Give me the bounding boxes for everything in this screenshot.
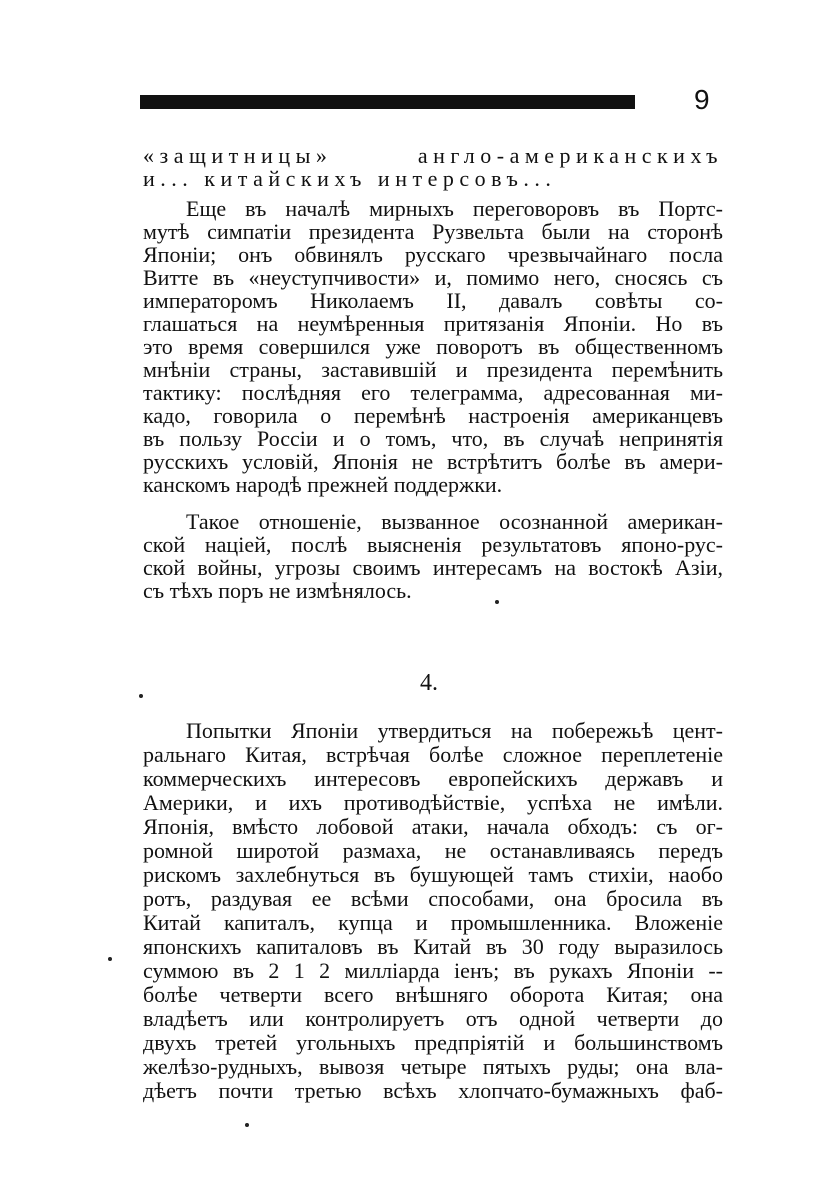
- text-line: желѣзо-рудныхъ, вывозя четыре пятыхъ руды; она вла-: [143, 1054, 723, 1079]
- text-line: ромной широтой размаха, не останавливаясь передъ: [143, 838, 723, 863]
- text-line: Китай капиталъ, купца и промышленника. Вложеніе: [143, 910, 723, 935]
- text-line: Попытки Японіи утвердиться на побережьѣ цент-: [186, 718, 723, 743]
- text-line: въ пользу Россіи и о томъ, что, въ случаѣ непринятія: [143, 426, 723, 451]
- text-line: болѣе четверти всего внѣшняго оборота Китая; она: [143, 982, 723, 1007]
- text-line: тактику: послѣдняя его телеграмма, адресованная ми-: [143, 380, 723, 405]
- text-line: Витте въ «неуступчивости» и, помимо него, сносясь съ: [143, 265, 723, 290]
- text-line: Японія, вмѣсто лобовой атаки, начала обходъ: съ ог-: [143, 814, 723, 839]
- scan-speck: [108, 957, 112, 961]
- scan-speck: [495, 600, 499, 604]
- text-line: и... китайскихъ интерсовъ...: [143, 166, 557, 191]
- text-line: суммою въ 2 1 2 милліарда іенъ; въ рукахъ Японіи --: [143, 958, 723, 983]
- text-line: ской войны, угрозы своимъ интересамъ на востокѣ Азіи,: [143, 555, 723, 580]
- text-line: глашаться на неумѣренныя притязанія Японіи. Но въ: [143, 311, 723, 336]
- text-line: Америки, и ихъ противодѣйствіе, успѣха не имѣли.: [143, 790, 723, 815]
- scan-speck: [139, 694, 143, 698]
- page-number: 9: [694, 84, 710, 115]
- text-line: рискомъ захлебнуться въ бушующей тамъ стихіи, наобо: [143, 862, 723, 887]
- text-line: ской націей, послѣ выясненія результатовъ японо-рус-: [143, 532, 723, 557]
- text-line: японскихъ капиталовъ въ Китай въ 30 году выразилось: [143, 934, 723, 959]
- text-line: это время совершился уже поворотъ въ общественномъ: [143, 334, 723, 359]
- text-line: Такое отношеніе, вызванное осознанной американ-: [186, 509, 723, 534]
- text-line: Еще въ началѣ мирныхъ переговоровъ въ Портс-: [186, 196, 723, 221]
- section-number: 4.: [420, 670, 438, 696]
- text-line: Японіи; онъ обвинялъ русскаго чрезвычайнаго посла: [143, 242, 723, 267]
- text-line: коммерческихъ интересовъ европейскихъ державъ и: [143, 766, 723, 791]
- text-line: владѣетъ или контролируетъ отъ одной четверти до: [143, 1006, 723, 1031]
- text-line: мутѣ симпатіи президента Рузвельта были на сторонѣ: [143, 219, 723, 244]
- header-rule: [140, 95, 635, 109]
- text-line: кадо, говорила о перемѣнѣ настроенія американцевъ: [143, 403, 723, 428]
- text-line: двухъ третей угольныхъ предпріятій и большинствомъ: [143, 1030, 723, 1055]
- text-line: ротъ, раздувая ее всѣми способами, она бросила въ: [143, 886, 723, 911]
- scan-speck: [245, 1123, 249, 1127]
- text-line: ральнаго Китая, встрѣчая болѣе сложное переплетеніе: [143, 742, 723, 767]
- text-line: мнѣніи страны, заставившій и президента перемѣнить: [143, 357, 723, 382]
- text-line: канскомъ народѣ прежней поддержки.: [143, 472, 503, 497]
- text-line: императоромъ Николаемъ II, давалъ совѣты со-: [143, 288, 723, 313]
- text-line: дѣетъ почти третью всѣхъ хлопчато-бумажныхъ фаб-: [143, 1078, 723, 1103]
- text-line: «защитницы» англо-американскихъ: [143, 143, 723, 168]
- text-line: съ тѣхъ поръ не измѣнялось.: [143, 578, 412, 603]
- text-line: русскихъ условій, Японія не встрѣтитъ болѣе въ амери-: [143, 449, 723, 474]
